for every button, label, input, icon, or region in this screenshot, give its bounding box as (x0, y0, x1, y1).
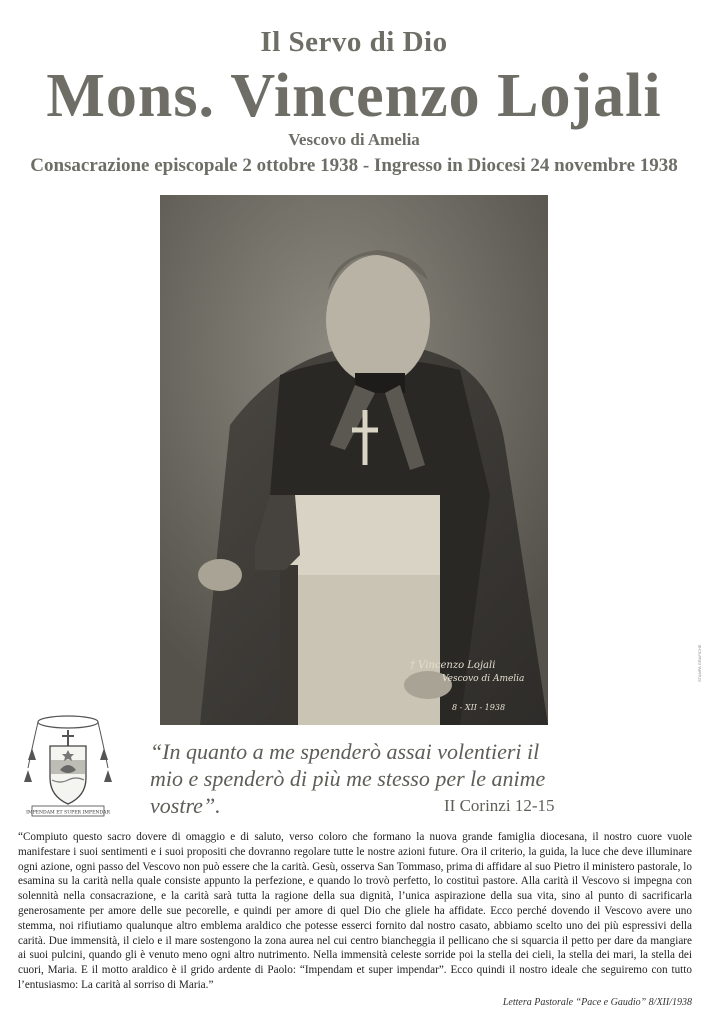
letter-source: Lettera Pastorale “Pace e Gaudio” 8/XII/1938 (502, 997, 692, 1008)
scripture-reference: II Corinzi 12-15 (444, 796, 555, 815)
scripture-quote: “In quanto a me spenderò assai volentieri il mio e spenderò di più me stesso per le anime vostre”. (150, 739, 546, 818)
pastoral-letter-excerpt: “Compiuto questo sacro dovere di omaggio e di saluto, verso coloro che formano la nuova grande famiglia diocesana, il nostro cuore vuole manifestare i suoi sentimenti e i suoi propositi che dovranno regolare tutte le nostre azioni future. Ora il criterio, la guida, la luce che deve illuminare ogni azione, ogni passo del Vescovo non può essere che la carità. Gesù, osserva San Tommaso, prima di affidare al suo Pietro il ministero pastorale, lo esamina su la carità nella quale consiste appunto la perfezione, e quando lo trovò perfetto, lo costituì pastore. Alla carità il Vescovo si impegna con solennità nella consacrazione, e la carità sarà tutta la ragione della sua dignità, l’unica aspirazione della sua vita, sino al punto di sacrificarla generosamente per amore delle sue pecorelle, e quindi per amore di quel Dio che gliele ha affidate. Ecco perché dovendo il Vescovo avere uno stemma, noi rifiutiamo qualunque altro emblema araldico che potesse esserci fornito dal nostro casato, abbiamo scelto uno dei più espressivi della carità. Due immensità, il cielo e il mare sostengono la zona aurea nel cui centro biancheggia il pellicano che si squarcia il petto per dare da mangiare ai suoi pulcini, quando gli è venuto meno ogni altro nutrimento. Nella immensità celeste sorride poi la stella dei cieli, la stella dei mari, la stella dei cuori, Maria. E il motto araldico è il grido ardente di Paolo: “Impendam et super impendar”. Ecco quindi il nostro ideale che seguiremo con tutto l’entusiasmo: La carità al sorriso di Maria.” (18, 831, 692, 991)
photo-signature-line2: Vescovo di Amelia (442, 674, 525, 684)
page-title: Mons. Vincenzo Lojali (46, 62, 662, 130)
printer-mark-text: STAMPA GRAFICHE (697, 644, 702, 682)
subtitle: Vescovo di Amelia (288, 130, 420, 149)
pretitle: Il Servo di Dio (260, 26, 448, 58)
portrait-photo (160, 195, 548, 725)
coat-of-arms-motto: IMPENDAM ET SUPER IMPENDAR (26, 810, 110, 816)
dates-line: Consacrazione episcopale 2 ottobre 1938 - Ingresso in Diocesi 24 novembre 1938 (30, 155, 678, 176)
photo-signature-date: 8 - XII - 1938 (452, 703, 506, 712)
coat-of-arms-icon (22, 708, 114, 820)
portrait-illustration (160, 195, 548, 725)
photo-signature-line1: † Vincenzo Lojali (410, 660, 496, 671)
printer-mark (697, 640, 705, 682)
coat-of-arms (22, 708, 114, 820)
